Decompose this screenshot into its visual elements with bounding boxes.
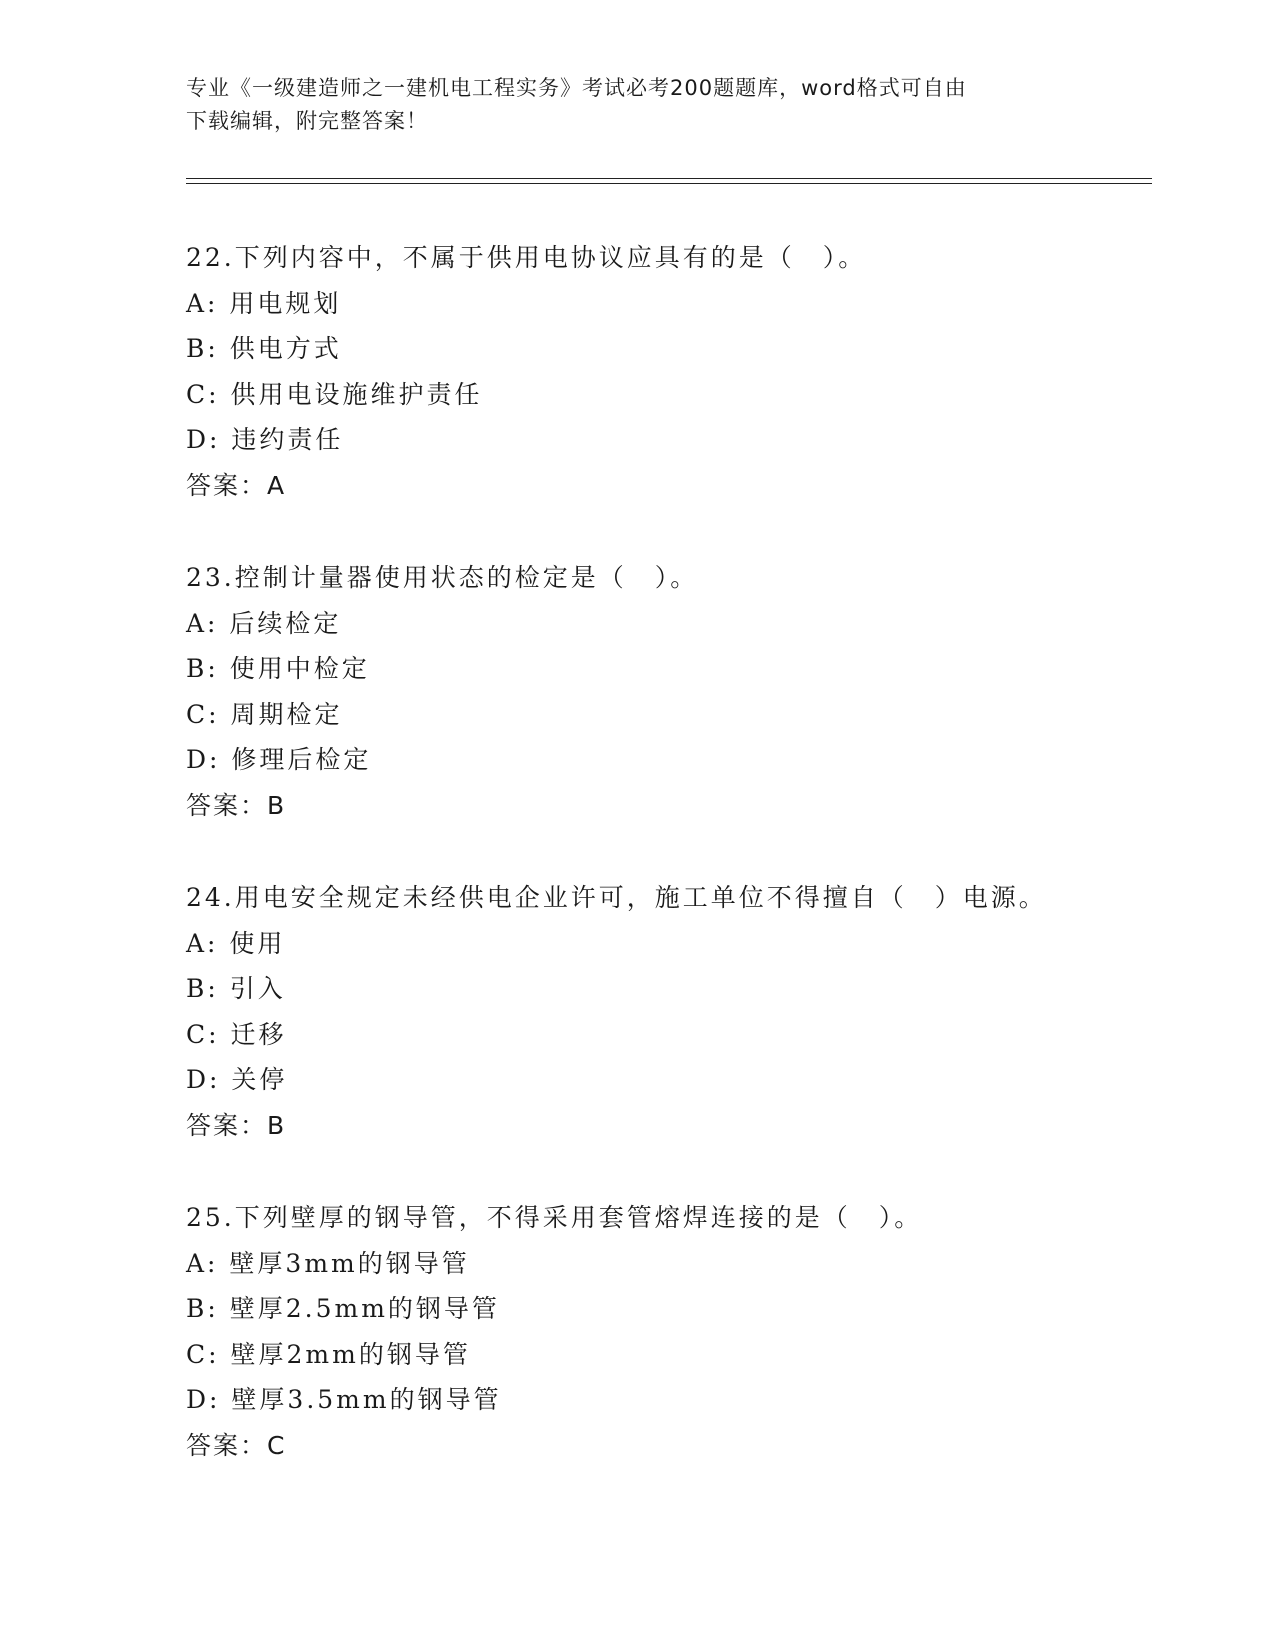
question-25 bbox=[186, 1195, 1146, 1515]
question-title: 22.下列内容中，不属于供用电协议应具有的是（ ）。 bbox=[186, 243, 867, 272]
option-c: C: 周期检定 bbox=[186, 699, 343, 729]
answer-value: A bbox=[267, 470, 286, 500]
question-23 bbox=[186, 555, 1146, 875]
question-title: 24.用电安全规定未经供电企业许可，施工单位不得擅自（ ）电源。 bbox=[186, 883, 1047, 912]
option-d: D: 修理后检定 bbox=[186, 745, 372, 774]
answer-value: B bbox=[267, 790, 286, 820]
answer-line bbox=[186, 1103, 1146, 1149]
answer-line bbox=[186, 1423, 1146, 1469]
question-title: 25.下列壁厚的钢导管，不得采用套管熔焊连接的是（ ）。 bbox=[186, 1203, 923, 1232]
answer-line bbox=[186, 783, 1146, 829]
answer-value: C bbox=[267, 1430, 286, 1460]
option-a: A: 用电规划 bbox=[186, 288, 342, 318]
answer-label: 答案： bbox=[186, 790, 268, 820]
question-title: 23.控制计量器使用状态的检定是（ ）。 bbox=[186, 563, 699, 592]
answer-label: 答案： bbox=[186, 1430, 268, 1460]
option-c: C: 迁移 bbox=[186, 1019, 287, 1049]
option-d: D: 关停 bbox=[186, 1065, 288, 1094]
option-b: B: 使用中检定 bbox=[186, 654, 370, 683]
header-divider-top bbox=[186, 178, 1152, 179]
option-a: A: 壁厚3mm的钢导管 bbox=[186, 1248, 470, 1278]
question-22 bbox=[186, 235, 1146, 555]
header-divider-bottom bbox=[186, 183, 1152, 184]
option-a: A: 后续检定 bbox=[186, 608, 342, 638]
answer-label: 答案： bbox=[186, 470, 268, 500]
option-b: B: 供电方式 bbox=[186, 334, 342, 363]
option-b: B: 引入 bbox=[186, 974, 286, 1003]
answer-value: B bbox=[267, 1110, 286, 1140]
answer-label: 答案： bbox=[186, 1110, 268, 1140]
option-c: C: 壁厚2mm的钢导管 bbox=[186, 1339, 471, 1369]
question-24 bbox=[186, 875, 1146, 1195]
header-line-1: 专业《一级建造师之一建机电工程实务》考试必考200题题库，word格式可自由 bbox=[186, 76, 967, 100]
document-header bbox=[186, 72, 1086, 138]
header-line-2: 下载编辑，附完整答案！ bbox=[186, 109, 428, 133]
question-list bbox=[186, 235, 1146, 1515]
option-c: C: 供用电设施维护责任 bbox=[186, 379, 483, 409]
option-a: A: 使用 bbox=[186, 928, 286, 958]
option-d: D: 壁厚3.5mm的钢导管 bbox=[186, 1385, 502, 1414]
option-d: D: 违约责任 bbox=[186, 425, 344, 454]
option-b: B: 壁厚2.5mm的钢导管 bbox=[186, 1294, 500, 1323]
answer-line bbox=[186, 463, 1146, 509]
